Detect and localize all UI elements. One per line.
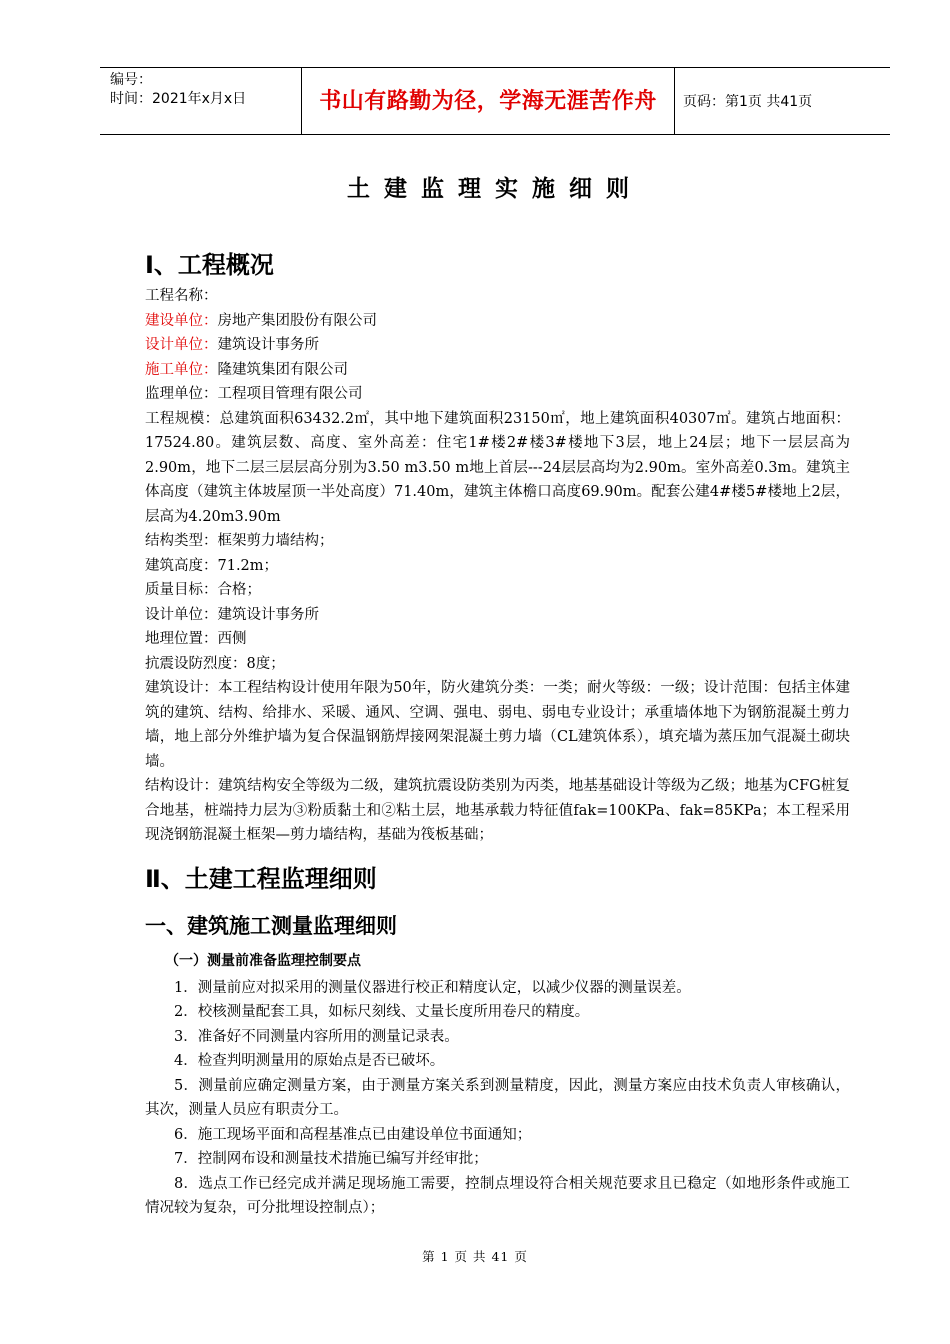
subsection-heading: 一、建筑施工测量监理细则 — [145, 913, 397, 938]
supervisor-line: 监理单位：工程项目管理有限公司 — [145, 386, 363, 402]
scale-paragraph: 工程规模：总建筑面积63432.2㎡，其中地下建筑面积23150㎡，地上建筑面积40307㎡。建筑占地面积：17524.80。建筑层数、高度、室外高差：住宅1#楼2#楼3#楼地下3层，地上24层；地下一层层高为2.90m，地下二层三层层高分别为3.50 m3.50 m地上首层---24层层高均为2.90m。室外高差0.3m。建筑主体高度（建筑主体坡屋顶一半处高度）71.40m，建筑主体檐口高度69.90m。配套公建4#楼5#楼地上2层，层高为4.20m3.90m — [145, 410, 850, 525]
section-1-heading: Ⅰ、工程概况 — [145, 251, 274, 279]
number-label: 编号： — [110, 72, 152, 88]
constructor-label: 施工单位： — [145, 361, 218, 378]
list-item: 1．测量前应对拟采用的测量仪器进行校正和精度认定，以减少仪器的测量误差。 — [174, 979, 691, 996]
document-body — [145, 246, 850, 1221]
designer-label: 设计单位： — [145, 337, 218, 353]
constructor-line — [145, 358, 850, 383]
builder-label: 建设单位： — [145, 312, 218, 329]
page-footer: 第 1 页 共 41 页 — [422, 1249, 528, 1264]
builder-value: 房地产集团股份有限公司 — [217, 312, 377, 329]
constructor-value: 隆建筑集团有限公司 — [217, 361, 348, 378]
sub-subsection-heading: （一）测量前准备监理控制要点 — [165, 952, 361, 969]
struct-design-paragraph: 结构设计：建筑结构安全等级为二级，建筑抗震设防类别为丙类，地基基础设计等级为乙级；地基为CFG桩复合地基，桩端持力层为③粉质黏土和②粘土层，地基承载力特征值fak=100KPa、fak=85KPa；本工程采用现浇钢筋混凝土框架—剪力墙结构，基础为筏板基础； — [145, 778, 850, 843]
list-item: 3．准备好不同测量内容所用的测量记录表。 — [174, 1028, 459, 1045]
section-2-heading: Ⅱ、土建工程监理细则 — [145, 864, 377, 893]
page-header — [100, 67, 890, 135]
list-item: 8．选点工作已经完成并满足现场施工需要，控制点埋设符合相关规范要求且已稳定（如地形条件或施工情况较为复杂，可分批埋设控制点）； — [145, 1175, 850, 1216]
building-height: 建筑高度：71.2m； — [145, 557, 279, 574]
arch-design-paragraph: 建筑设计：本工程结构设计使用年限为50年，防火建筑分类：一类；耐火等级：一级；设计范围：包括主体建筑的建筑、结构、给排水、采暖、通风、空调、强电、弱电、弱电专业设计；承重墙体地下为钢筋混凝土剪力墙，地上部分外维护墙为复合保温钢筋焊接网架混凝土剪力墙（CL建筑体系），填充墙为蒸压加气混凝土砌块墙。 — [145, 680, 850, 770]
seismic-line: 抗震设防烈度：8度； — [145, 655, 285, 672]
project-name: 工程名称： — [145, 288, 218, 304]
list-item: 7．控制网布设和测量技术措施已编写并经审批； — [174, 1151, 488, 1167]
page-info: 页码：第1页 共41页 — [683, 94, 813, 110]
location-line: 地理位置：西侧 — [145, 631, 247, 647]
list-item: 6．施工现场平面和高程基准点已由建设单位书面通知； — [174, 1126, 532, 1143]
time-label: 时间：2021年x月x日 — [110, 91, 247, 107]
structure-type: 结构类型：框架剪力墙结构； — [145, 533, 334, 549]
motto: 书山有路勤为径，学海无涯苦作舟 — [302, 68, 675, 134]
list-item: 5．测量前应确定测量方案，由于测量方案关系到测量精度，因此，测量方案应由技术负责人审核确认，其次，测量人员应有职责分工。 — [145, 1077, 850, 1118]
designer-line — [145, 333, 850, 358]
document-title: 土建监理实施细则 — [347, 176, 643, 202]
designer-line-2: 设计单位：建筑设计事务所 — [145, 606, 319, 623]
quality-target: 质量目标：合格； — [145, 582, 261, 598]
header-meta — [100, 68, 302, 134]
builder-line — [145, 309, 850, 334]
list-item: 2．校核测量配套工具，如标尺刻线、丈量长度所用卷尺的精度。 — [174, 1004, 590, 1020]
designer-value: 建筑设计事务所 — [217, 337, 319, 353]
list-item: 4．检查判明测量用的原始点是否已破坏。 — [174, 1053, 445, 1069]
